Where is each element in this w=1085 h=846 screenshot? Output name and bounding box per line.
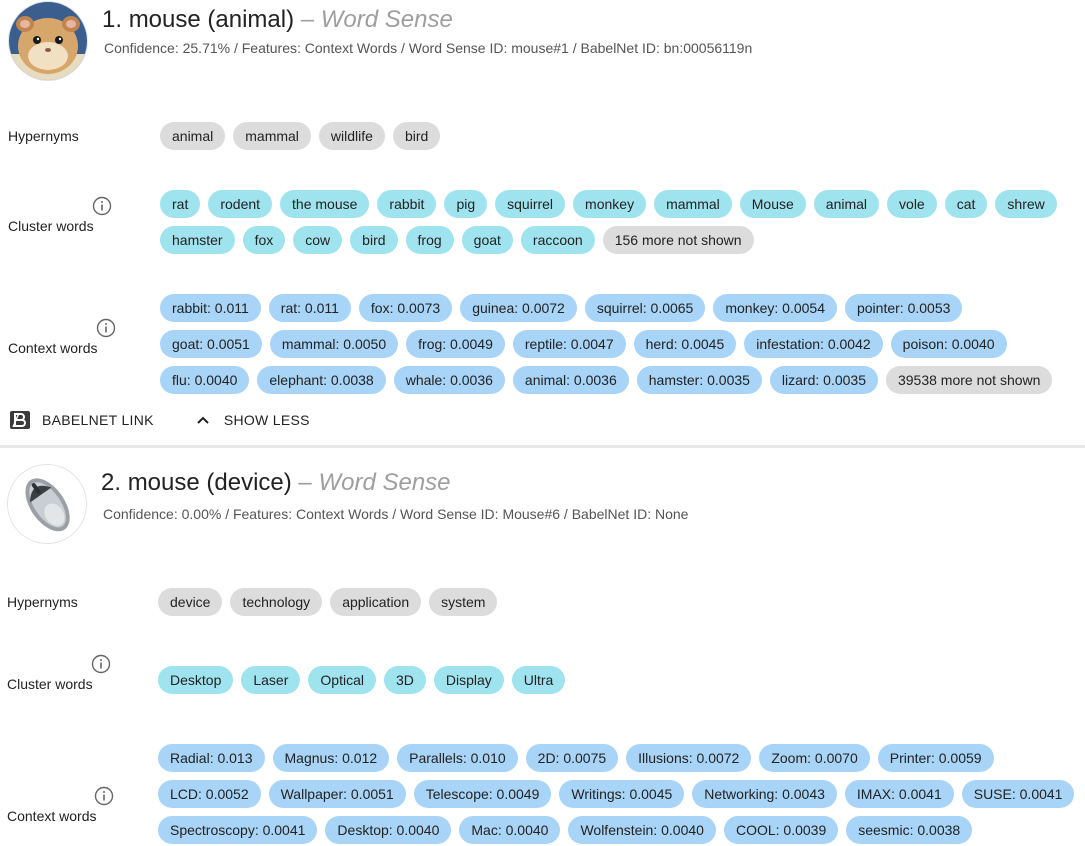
context-word-chip[interactable]: rabbit: 0.011 [160, 294, 261, 322]
cluster-word-chip[interactable]: cat [945, 190, 988, 218]
babelnet-link-button[interactable] [10, 411, 154, 429]
cluster-word-chip[interactable]: Optical [308, 666, 376, 694]
context-word-chip[interactable]: Spectroscopy: 0.0041 [158, 816, 317, 844]
context-word-chip[interactable]: reptile: 0.0047 [513, 330, 626, 358]
cluster-word-chip[interactable]: 3D [384, 666, 426, 694]
babelnet-logo-icon [10, 411, 30, 429]
context-words-label: Context words [8, 340, 98, 356]
hypernym-chip[interactable]: technology [230, 588, 322, 616]
cluster-word-chip[interactable]: goat [462, 226, 513, 254]
cluster-word-chip[interactable]: Display [434, 666, 504, 694]
cluster-word-chip[interactable]: frog [406, 226, 454, 254]
info-icon[interactable] [91, 654, 111, 674]
hypernym-chip[interactable]: application [330, 588, 421, 616]
cluster-word-chip[interactable]: Desktop [158, 666, 233, 694]
context-word-chip[interactable]: Desktop: 0.0040 [325, 816, 451, 844]
sense-kind: Word Sense [320, 6, 453, 33]
context-word-chip[interactable]: mammal: 0.0050 [270, 330, 398, 358]
context-word-chip[interactable]: frog: 0.0049 [406, 330, 505, 358]
context-word-chip[interactable]: 2D: 0.0075 [526, 744, 619, 772]
context-word-chip[interactable]: poison: 0.0040 [891, 330, 1007, 358]
cluster-word-chip[interactable]: fox [243, 226, 286, 254]
context-word-chip[interactable]: Wolfenstein: 0.0040 [568, 816, 716, 844]
cluster-word-chip[interactable]: Laser [241, 666, 300, 694]
context-word-chip[interactable]: guinea: 0.0072 [460, 294, 577, 322]
info-icon[interactable] [94, 786, 114, 806]
context-word-chip[interactable]: animal: 0.0036 [513, 366, 629, 394]
cluster-more-chip[interactable]: 156 more not shown [603, 226, 754, 254]
context-word-chip[interactable]: Wallpaper: 0.0051 [269, 780, 406, 808]
info-icon[interactable] [92, 196, 112, 216]
cluster-word-chip[interactable]: mammal [654, 190, 732, 218]
cluster-word-chip[interactable]: Ultra [512, 666, 566, 694]
context-words-chip-list [160, 294, 1065, 394]
cluster-word-chip[interactable]: the mouse [280, 190, 369, 218]
cluster-word-chip[interactable]: vole [887, 190, 937, 218]
hypernym-chip[interactable]: wildlife [319, 122, 385, 150]
word-sense-card-2 [0, 448, 1085, 846]
context-words-chip-list [158, 744, 1083, 844]
sense-number: 2. [101, 469, 122, 496]
cluster-words-label: Cluster words [7, 676, 93, 692]
sense-kind: Word Sense [318, 469, 451, 496]
context-word-chip[interactable]: elephant: 0.0038 [257, 366, 385, 394]
context-word-chip[interactable]: Magnus: 0.012 [273, 744, 390, 772]
cluster-word-chip[interactable]: rat [160, 190, 200, 218]
hypernyms-chip-list [160, 122, 1060, 150]
chevron-up-icon [194, 414, 212, 426]
hypernyms-label: Hypernyms [8, 128, 79, 144]
context-word-chip[interactable]: whale: 0.0036 [394, 366, 505, 394]
context-word-chip[interactable]: squirrel: 0.0065 [585, 294, 706, 322]
sense-meta: Confidence: 25.71% / Features: Context Words / Word Sense ID: mouse#1 / BabelNet ID: bn:00056119n [104, 40, 753, 56]
title-dash: – [300, 6, 315, 33]
title-dash: – [298, 469, 312, 496]
cluster-word-chip[interactable]: bird [350, 226, 397, 254]
hypernyms-label: Hypernyms [7, 594, 78, 610]
hypernyms-chip-list [158, 588, 1058, 616]
context-word-chip[interactable]: lizard: 0.0035 [770, 366, 878, 394]
context-word-chip[interactable]: Mac: 0.0040 [459, 816, 560, 844]
context-word-chip[interactable]: goat: 0.0051 [160, 330, 262, 358]
hamster-thumbnail-image [8, 1, 88, 81]
cluster-word-chip[interactable]: hamster [160, 226, 235, 254]
hypernym-chip[interactable]: system [429, 588, 497, 616]
context-word-chip[interactable]: fox: 0.0073 [359, 294, 452, 322]
cluster-word-chip[interactable]: animal [814, 190, 879, 218]
cluster-word-chip[interactable]: squirrel [495, 190, 565, 218]
cluster-word-chip[interactable]: monkey [573, 190, 646, 218]
context-word-chip[interactable]: SUSE: 0.0041 [962, 780, 1075, 808]
sense-number: 1. [102, 6, 123, 33]
cluster-words-label: Cluster words [8, 218, 94, 234]
context-word-chip[interactable]: Telescope: 0.0049 [414, 780, 552, 808]
context-words-label: Context words [7, 808, 97, 824]
context-word-chip[interactable]: Radial: 0.013 [158, 744, 265, 772]
babelnet-link-label: BABELNET LINK [42, 412, 154, 428]
hypernym-chip[interactable]: bird [393, 122, 440, 150]
show-less-label: SHOW LESS [223, 412, 310, 428]
context-word-chip[interactable]: LCD: 0.0052 [158, 780, 261, 808]
cluster-word-chip[interactable]: cow [293, 226, 342, 254]
sense-title [101, 469, 451, 497]
sense-word: mouse (animal) [128, 6, 295, 33]
hypernym-chip[interactable]: animal [160, 122, 225, 150]
cluster-word-chip[interactable]: raccoon [521, 226, 595, 254]
cluster-word-chip[interactable]: Mouse [740, 190, 806, 218]
hypernym-chip[interactable]: mammal [233, 122, 311, 150]
cluster-word-chip[interactable]: rabbit [377, 190, 436, 218]
context-more-chip[interactable]: 39538 more not shown [886, 366, 1052, 394]
computer-mouse-thumbnail-image [7, 464, 87, 544]
context-word-chip[interactable]: rat: 0.011 [269, 294, 351, 322]
context-word-chip[interactable]: infestation: 0.0042 [744, 330, 882, 358]
cluster-words-chip-list [160, 190, 1085, 254]
context-word-chip[interactable]: herd: 0.0045 [634, 330, 737, 358]
sense-meta: Confidence: 0.00% / Features: Context Words / Word Sense ID: Mouse#6 / BabelNet ID: None [103, 506, 689, 522]
context-word-chip[interactable]: IMAX: 0.0041 [845, 780, 954, 808]
hypernym-chip[interactable]: device [158, 588, 222, 616]
context-word-chip[interactable]: hamster: 0.0035 [637, 366, 762, 394]
sense-actions [10, 408, 350, 432]
context-word-chip[interactable]: monkey: 0.0054 [713, 294, 837, 322]
info-icon[interactable] [96, 318, 116, 338]
cluster-word-chip[interactable]: pig [444, 190, 487, 218]
cluster-word-chip[interactable]: rodent [208, 190, 272, 218]
context-word-chip[interactable]: Parallels: 0.010 [397, 744, 518, 772]
context-word-chip[interactable]: Writings: 0.0045 [559, 780, 684, 808]
context-word-chip[interactable]: seesmic: 0.0038 [846, 816, 972, 844]
context-word-chip[interactable]: Printer: 0.0059 [878, 744, 994, 772]
cluster-word-chip[interactable]: shrew [995, 190, 1056, 218]
cluster-words-chip-list [158, 666, 1058, 694]
context-word-chip[interactable]: Zoom: 0.0070 [759, 744, 869, 772]
context-word-chip[interactable]: COOL: 0.0039 [724, 816, 838, 844]
context-word-chip[interactable]: Networking: 0.0043 [692, 780, 837, 808]
context-word-chip[interactable]: Illusions: 0.0072 [626, 744, 751, 772]
context-word-chip[interactable]: flu: 0.0040 [160, 366, 249, 394]
sense-word: mouse (device) [127, 469, 292, 496]
show-less-button[interactable] [194, 412, 310, 428]
sense-title [102, 6, 453, 34]
context-word-chip[interactable]: pointer: 0.0053 [845, 294, 962, 322]
